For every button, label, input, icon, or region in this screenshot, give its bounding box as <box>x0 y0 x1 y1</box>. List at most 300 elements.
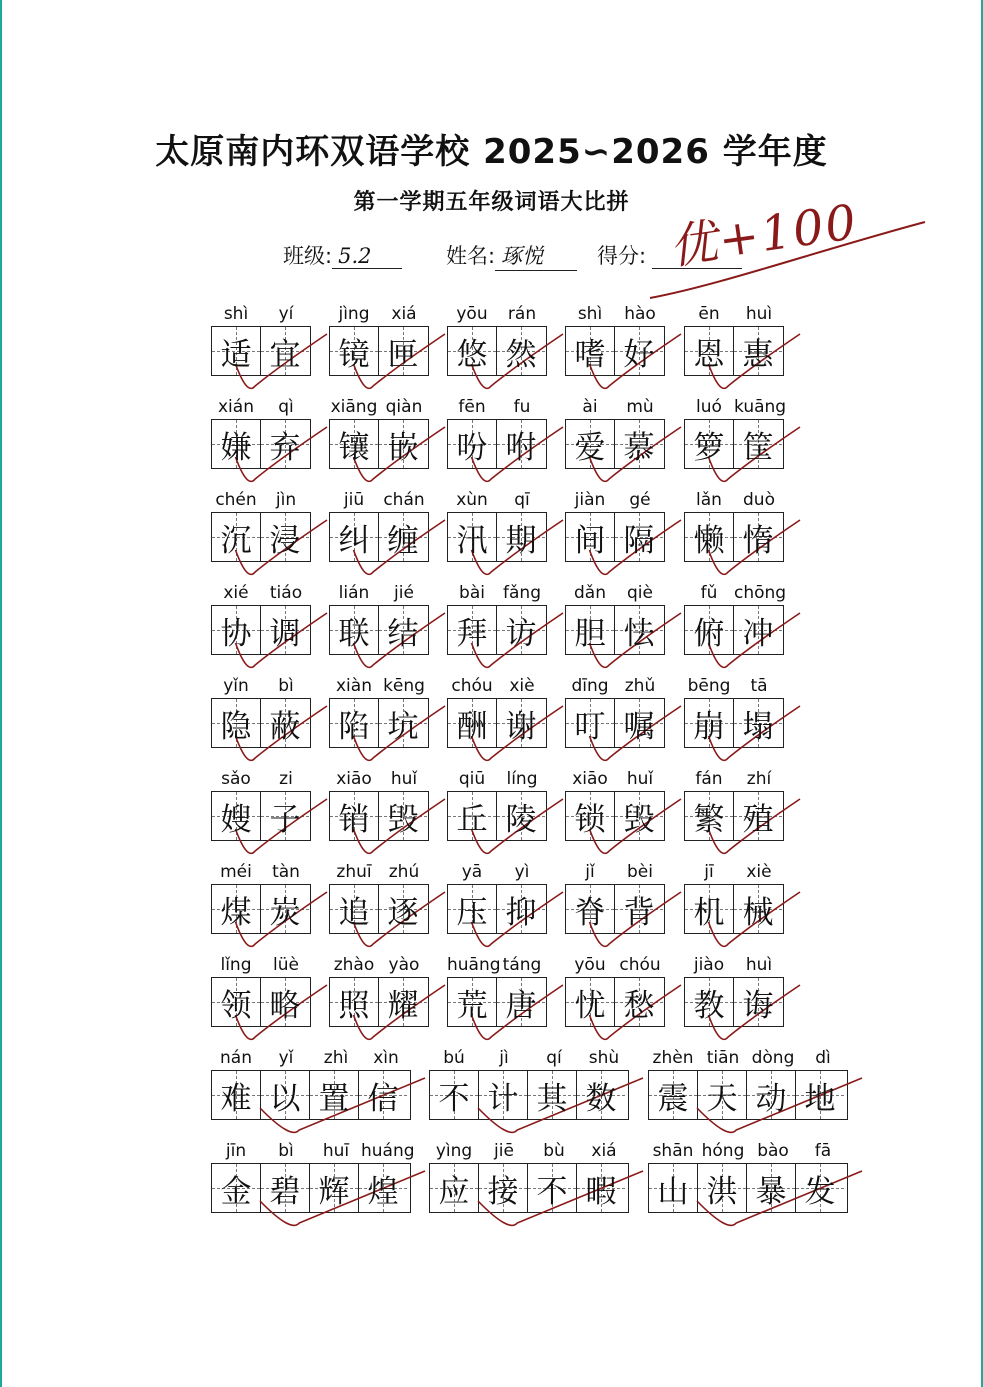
pinyin-syllable: dīng <box>571 676 609 696</box>
pinyin-row <box>329 674 429 698</box>
tianzige-boxes <box>565 977 665 1027</box>
word-item <box>648 1046 848 1120</box>
word-item <box>447 860 547 934</box>
handwritten-char: 怯 <box>623 615 655 652</box>
handwritten-char: 毁 <box>387 801 419 838</box>
word-item <box>648 1139 848 1213</box>
handwritten-char: 慕 <box>623 429 655 466</box>
handwritten-char: 炭 <box>269 894 301 931</box>
handwritten-char: 协 <box>220 615 252 652</box>
char-cell <box>615 885 663 933</box>
pinyin-syllable: jiū <box>343 490 365 510</box>
char-cell <box>379 978 427 1026</box>
char-cell <box>261 606 309 654</box>
char-cell <box>479 1071 528 1119</box>
pinyin-syllable: tàn <box>272 862 300 882</box>
pinyin-syllable: lǐng <box>220 955 252 975</box>
char-cell <box>615 327 663 375</box>
handwritten-char: 愁 <box>623 987 655 1024</box>
word-item <box>565 302 665 376</box>
handwritten-char: 隐 <box>220 708 252 745</box>
handwritten-char: 震 <box>657 1080 689 1117</box>
handwritten-char: 数 <box>585 1080 617 1117</box>
char-cell <box>734 699 782 747</box>
pinyin-syllable: xiàn <box>336 676 372 696</box>
pinyin-row <box>565 674 665 698</box>
handwritten-char: 置 <box>318 1080 350 1117</box>
pinyin-syllable: qì <box>278 397 294 417</box>
pinyin-syllable: xiá <box>591 1141 617 1161</box>
char-cell <box>261 1071 310 1119</box>
handwritten-char: 惠 <box>742 336 774 373</box>
handwritten-char: 难 <box>220 1080 252 1117</box>
tianzige-boxes <box>565 791 665 841</box>
word-item <box>329 860 429 934</box>
pinyin-row <box>565 860 665 884</box>
pinyin-row <box>211 767 311 791</box>
pinyin-row <box>211 674 311 698</box>
pinyin-syllable: kēng <box>383 676 425 696</box>
pinyin-syllable: jìn <box>275 490 297 510</box>
char-cell <box>430 1071 479 1119</box>
pinyin-syllable: dǎn <box>574 583 606 603</box>
tianzige-boxes <box>648 1163 848 1213</box>
class-value: 5.2 <box>332 244 402 269</box>
pinyin-syllable: zhuī <box>336 862 372 882</box>
pinyin-syllable: qí <box>546 1048 562 1068</box>
handwritten-char: 期 <box>505 522 537 559</box>
pinyin-syllable: huǐ <box>626 769 654 789</box>
pinyin-row <box>684 674 784 698</box>
char-cell <box>310 1164 359 1212</box>
pinyin-row <box>684 860 784 884</box>
char-cell <box>330 420 379 468</box>
pinyin-syllable: jī <box>704 862 714 882</box>
char-cell <box>212 699 261 747</box>
word-item <box>447 674 547 748</box>
word-item <box>329 953 429 1027</box>
char-cell <box>212 885 261 933</box>
pinyin-row <box>429 1046 629 1070</box>
handwritten-char: 洪 <box>706 1173 738 1210</box>
pinyin-syllable: chén <box>215 490 257 510</box>
char-cell <box>615 606 663 654</box>
tianzige-boxes <box>447 419 547 469</box>
char-cell <box>330 606 379 654</box>
char-cell <box>212 1071 261 1119</box>
pinyin-syllable: mù <box>626 397 654 417</box>
char-cell <box>528 1071 577 1119</box>
pinyin-row <box>329 395 429 419</box>
char-cell <box>615 420 663 468</box>
pinyin-syllable: jiē <box>494 1141 514 1161</box>
handwritten-char: 叮 <box>574 708 606 745</box>
tianzige-boxes <box>211 1163 411 1213</box>
char-cell <box>734 885 782 933</box>
word-item <box>211 674 311 748</box>
handwritten-char: 机 <box>693 894 725 931</box>
pinyin-syllable: qiè <box>627 583 653 603</box>
word-item <box>211 488 311 562</box>
pinyin-syllable: ēn <box>698 304 720 324</box>
tianzige-boxes <box>684 419 784 469</box>
char-cell <box>261 699 309 747</box>
char-cell <box>330 885 379 933</box>
char-cell <box>497 606 545 654</box>
pinyin-row <box>211 860 311 884</box>
pinyin-syllable: zi <box>279 769 293 789</box>
pinyin-syllable: yào <box>388 955 420 975</box>
tianzige-boxes <box>211 605 311 655</box>
pinyin-syllable: líng <box>506 769 538 789</box>
word-item <box>447 581 547 655</box>
handwritten-char: 压 <box>456 894 488 931</box>
tianzige-boxes <box>447 326 547 376</box>
handwritten-char: 山 <box>657 1173 689 1210</box>
handwritten-char: 信 <box>367 1080 399 1117</box>
word-item <box>565 767 665 841</box>
char-cell <box>330 327 379 375</box>
pinyin-row <box>565 767 665 791</box>
handwritten-char: 酬 <box>456 708 488 745</box>
handwritten-char: 发 <box>804 1173 836 1210</box>
tianzige-boxes <box>429 1070 629 1120</box>
pinyin-syllable: yā <box>461 862 483 882</box>
pinyin-row <box>565 488 665 512</box>
char-cell <box>448 420 497 468</box>
handwritten-char: 吩 <box>456 429 488 466</box>
word-item <box>211 1139 415 1213</box>
handwritten-char: 塌 <box>742 708 774 745</box>
handwritten-char: 好 <box>623 336 655 373</box>
handwritten-char: 谢 <box>505 708 537 745</box>
pinyin-syllable: xiè <box>746 862 772 882</box>
pinyin-row <box>565 395 665 419</box>
handwritten-char: 陷 <box>338 708 370 745</box>
char-cell <box>566 327 615 375</box>
pinyin-syllable: fu <box>513 397 531 417</box>
pinyin-row <box>329 860 429 884</box>
char-cell <box>448 327 497 375</box>
tianzige-boxes <box>429 1163 629 1213</box>
pinyin-syllable: táng <box>502 955 542 975</box>
tianzige-boxes <box>329 512 429 562</box>
char-cell <box>698 1164 747 1212</box>
char-cell <box>497 513 545 561</box>
pinyin-syllable: hào <box>624 304 656 324</box>
char-cell <box>615 978 663 1026</box>
handwritten-char: 唐 <box>505 987 537 1024</box>
word-item <box>447 767 547 841</box>
pinyin-syllable: zhí <box>746 769 772 789</box>
tianzige-boxes <box>211 326 311 376</box>
word-item <box>565 674 665 748</box>
char-cell <box>448 699 497 747</box>
pinyin-syllable: luó <box>696 397 722 417</box>
handwritten-char: 爱 <box>574 429 606 466</box>
handwritten-char: 匣 <box>387 336 419 373</box>
pinyin-syllable: chán <box>383 490 425 510</box>
tianzige-boxes <box>447 791 547 841</box>
handwritten-char: 悠 <box>456 336 488 373</box>
handwritten-char: 追 <box>338 894 370 931</box>
char-cell <box>261 513 309 561</box>
char-cell <box>212 420 261 468</box>
word-item <box>211 953 311 1027</box>
char-cell <box>685 606 734 654</box>
pinyin-syllable: zhú <box>388 862 420 882</box>
pinyin-row <box>329 302 429 326</box>
tianzige-boxes <box>329 884 429 934</box>
tianzige-boxes <box>211 512 311 562</box>
handwritten-char: 联 <box>338 615 370 652</box>
word-item <box>447 395 547 469</box>
pinyin-syllable: xiá <box>391 304 417 324</box>
tianzige-boxes <box>565 326 665 376</box>
pinyin-syllable: jīn <box>225 1141 247 1161</box>
pinyin-syllable: tā <box>750 676 768 696</box>
tianzige-boxes <box>447 884 547 934</box>
word-item <box>211 395 311 469</box>
word-item <box>429 1139 629 1213</box>
pinyin-row <box>447 302 547 326</box>
pinyin-syllable: huáng <box>361 1141 415 1161</box>
pinyin-row <box>211 1139 415 1163</box>
char-cell <box>379 327 427 375</box>
pinyin-syllable: huì <box>745 304 773 324</box>
pinyin-syllable: bài <box>459 583 485 603</box>
char-cell <box>379 606 427 654</box>
pinyin-syllable: yí <box>278 304 294 324</box>
handwritten-char: 懒 <box>693 522 725 559</box>
handwritten-char: 咐 <box>505 429 537 466</box>
char-cell <box>734 420 782 468</box>
handwritten-char: 煤 <box>220 894 252 931</box>
pinyin-syllable: tiān <box>706 1048 740 1068</box>
pinyin-syllable: hóng <box>701 1141 745 1161</box>
word-item <box>684 581 787 655</box>
pinyin-syllable: yōu <box>456 304 488 324</box>
pinyin-syllable: shù <box>588 1048 620 1068</box>
pinyin-row <box>648 1046 848 1070</box>
pinyin-syllable: huì <box>745 955 773 975</box>
page-subtitle: 第一学期五年级词语大比拼 <box>353 190 630 215</box>
tianzige-boxes <box>447 977 547 1027</box>
tianzige-boxes <box>211 419 311 469</box>
handwritten-char: 纠 <box>338 522 370 559</box>
pinyin-syllable: xìn <box>373 1048 399 1068</box>
word-item <box>329 581 429 655</box>
char-cell <box>747 1164 796 1212</box>
pinyin-row <box>429 1139 629 1163</box>
handwritten-char: 子 <box>269 801 301 838</box>
tianzige-boxes <box>329 419 429 469</box>
char-cell <box>212 1164 261 1212</box>
char-cell <box>261 978 309 1026</box>
word-item <box>684 953 784 1027</box>
handwritten-char: 崩 <box>693 708 725 745</box>
pinyin-syllable: fēn <box>458 397 486 417</box>
handwritten-char: 金 <box>220 1173 252 1210</box>
tianzige-boxes <box>565 605 665 655</box>
pinyin-syllable: xián <box>218 397 254 417</box>
word-item <box>565 395 665 469</box>
char-cell <box>566 978 615 1026</box>
char-cell <box>734 513 782 561</box>
pinyin-syllable: jìng <box>338 304 370 324</box>
handwritten-char: 煌 <box>367 1173 399 1210</box>
pinyin-syllable: chōng <box>734 583 787 603</box>
handwritten-char: 宜 <box>269 336 301 373</box>
word-item <box>565 488 665 562</box>
handwritten-char: 筐 <box>742 429 774 466</box>
tianzige-boxes <box>684 884 784 934</box>
handwritten-char: 坑 <box>387 708 419 745</box>
char-cell <box>448 513 497 561</box>
handwritten-char: 繁 <box>693 801 725 838</box>
char-cell <box>448 885 497 933</box>
pinyin-row <box>211 1046 411 1070</box>
char-cell <box>615 792 663 840</box>
pinyin-syllable: bào <box>757 1141 789 1161</box>
handwritten-char: 销 <box>338 801 370 838</box>
char-cell <box>379 699 427 747</box>
char-cell <box>261 327 309 375</box>
pinyin-syllable: kuāng <box>734 397 787 417</box>
pinyin-syllable: xiāo <box>336 769 372 789</box>
pinyin-syllable: zhǔ <box>624 676 656 696</box>
word-item <box>211 1046 411 1120</box>
pinyin-row <box>565 302 665 326</box>
tianzige-boxes <box>684 605 784 655</box>
char-cell <box>497 327 545 375</box>
pinyin-row <box>648 1139 848 1163</box>
pinyin-syllable: fán <box>695 769 723 789</box>
class-label: 班级: <box>283 244 333 268</box>
char-cell <box>212 606 261 654</box>
char-cell <box>566 699 615 747</box>
handwritten-char: 调 <box>269 615 301 652</box>
word-item <box>329 302 429 376</box>
word-item <box>447 953 547 1027</box>
handwritten-char: 诲 <box>742 987 774 1024</box>
char-cell <box>212 327 261 375</box>
pinyin-syllable: dòng <box>751 1048 795 1068</box>
handwritten-char: 蔽 <box>269 708 301 745</box>
pinyin-syllable: jiào <box>693 955 725 975</box>
char-cell <box>379 792 427 840</box>
word-item <box>329 488 429 562</box>
handwritten-char: 暇 <box>585 1173 617 1210</box>
handwritten-char: 逐 <box>387 894 419 931</box>
char-cell <box>528 1164 577 1212</box>
handwritten-char: 嗜 <box>574 336 606 373</box>
handwritten-char: 缠 <box>387 522 419 559</box>
char-cell <box>497 885 545 933</box>
char-cell <box>379 513 427 561</box>
tianzige-boxes <box>648 1070 848 1120</box>
pinyin-row <box>684 953 784 977</box>
pinyin-syllable: lüè <box>273 955 299 975</box>
tianzige-boxes <box>447 605 547 655</box>
char-cell <box>212 978 261 1026</box>
pinyin-syllable: chóu <box>619 955 661 975</box>
pinyin-row <box>329 953 429 977</box>
char-cell <box>359 1071 407 1119</box>
handwritten-char: 天 <box>706 1080 738 1117</box>
handwritten-char: 荒 <box>456 987 488 1024</box>
tianzige-boxes <box>565 884 665 934</box>
pinyin-row <box>447 395 547 419</box>
word-item <box>565 953 665 1027</box>
handwritten-char: 接 <box>487 1173 519 1210</box>
tianzige-boxes <box>447 698 547 748</box>
word-item <box>447 488 547 562</box>
handwritten-char: 碧 <box>269 1173 301 1210</box>
pinyin-syllable: jiàn <box>574 490 606 510</box>
pinyin-syllable: bì <box>278 676 294 696</box>
handwritten-char: 陵 <box>505 801 537 838</box>
char-cell <box>698 1071 747 1119</box>
pinyin-syllable: huī <box>322 1141 350 1161</box>
pinyin-syllable: yì <box>514 862 530 882</box>
word-item <box>211 302 311 376</box>
handwritten-char: 嵌 <box>387 429 419 466</box>
handwritten-char: 地 <box>804 1080 836 1117</box>
word-item <box>684 395 787 469</box>
pinyin-syllable: yìng <box>435 1141 473 1161</box>
pinyin-syllable: rán <box>507 304 537 324</box>
pinyin-row <box>565 953 665 977</box>
tianzige-boxes <box>211 1070 411 1120</box>
handwritten-char: 适 <box>220 336 252 373</box>
char-cell <box>734 978 782 1026</box>
pinyin-row <box>211 488 311 512</box>
pinyin-syllable: chóu <box>451 676 493 696</box>
handwritten-char: 胆 <box>574 615 606 652</box>
word-item <box>211 581 311 655</box>
char-cell <box>577 1071 625 1119</box>
tianzige-boxes <box>329 605 429 655</box>
tianzige-boxes <box>329 326 429 376</box>
char-cell <box>497 420 545 468</box>
pinyin-syllable: tiáo <box>269 583 303 603</box>
handwritten-char: 间 <box>574 522 606 559</box>
pinyin-row <box>211 395 311 419</box>
char-cell <box>310 1071 359 1119</box>
handwritten-char: 殖 <box>742 801 774 838</box>
handwritten-char: 毁 <box>623 801 655 838</box>
pinyin-syllable: yǐn <box>223 676 249 696</box>
handwritten-char: 镶 <box>338 429 370 466</box>
pinyin-syllable: nán <box>220 1048 252 1068</box>
handwritten-char: 沉 <box>220 522 252 559</box>
char-cell <box>497 699 545 747</box>
char-cell <box>212 513 261 561</box>
tianzige-boxes <box>329 698 429 748</box>
pinyin-row <box>211 581 311 605</box>
tianzige-boxes <box>447 512 547 562</box>
handwritten-char: 锁 <box>574 801 606 838</box>
pinyin-syllable: qiū <box>458 769 486 789</box>
tianzige-boxes <box>565 512 665 562</box>
handwritten-char: 暴 <box>755 1173 787 1210</box>
word-item <box>211 767 311 841</box>
char-cell <box>734 606 782 654</box>
pinyin-row <box>447 953 547 977</box>
char-cell <box>430 1164 479 1212</box>
handwritten-char: 隔 <box>623 522 655 559</box>
